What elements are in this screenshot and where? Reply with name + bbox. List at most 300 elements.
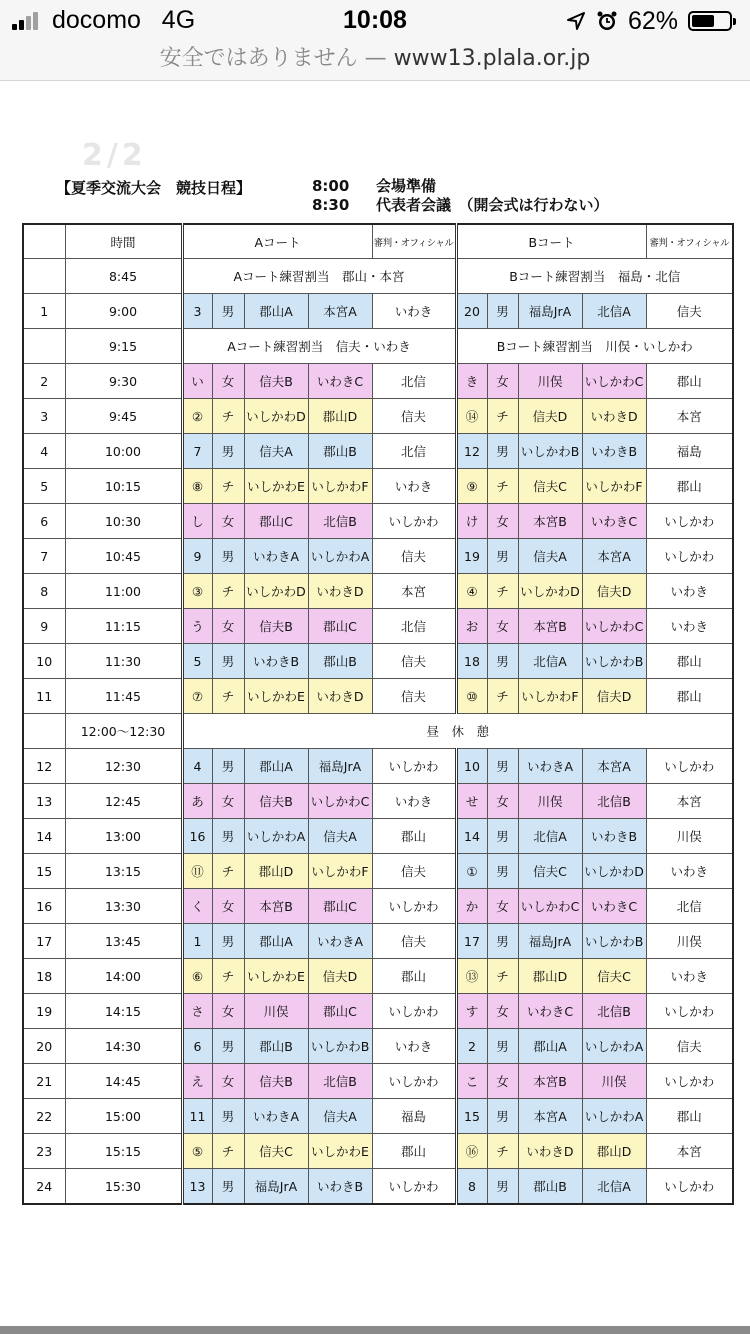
court-b-team-home: いしかわB [518,434,582,469]
court-b-official-team: 北信 [646,889,733,924]
court-b-team-home: 福島JrA [518,924,582,959]
court-b-gender-category: 男 [487,644,518,679]
court-b-team-home: 福島JrA [518,294,582,329]
court-b-team-home: いわきC [518,994,582,1029]
court-b-match-id: 8 [456,1169,487,1205]
court-a-official-team: 信夫 [372,644,456,679]
court-b-team-away: いしかわC [582,364,646,399]
court-a-team-home: いしかわE [244,679,308,714]
court-b-official-team: 川俣 [646,924,733,959]
court-a-team-away: いしかわA [308,539,372,574]
header-number [23,224,65,259]
court-b-team-away: 本宮A [582,539,646,574]
court-b-match-id: ⑨ [456,469,487,504]
court-a-match-id: 16 [182,819,212,854]
table-row [23,889,733,924]
table-row [23,1134,733,1169]
court-b-gender-category: 男 [487,1169,518,1205]
header-time: 時間 [65,224,182,259]
row-time: 13:00 [65,819,182,854]
court-a-match-id: い [182,364,212,399]
court-b-gender-category: 女 [487,784,518,819]
court-a-gender-category: 女 [212,504,244,539]
table-row [23,434,733,469]
alarm-clock-icon [596,10,618,32]
court-b-team-away: いわきD [582,399,646,434]
court-a-team-away: 郡山D [308,399,372,434]
court-b-match-id: 14 [456,819,487,854]
row-number: 2 [23,364,65,399]
court-b-official-team: いしかわ [646,539,733,574]
court-b-official-team: いわき [646,609,733,644]
court-a-match-id: ⑥ [182,959,212,994]
court-b-gender-category: チ [487,469,518,504]
court-b-gender-category: チ [487,679,518,714]
row-number: 10 [23,644,65,679]
court-a-official-team: 郡山 [372,959,456,994]
table-row [23,399,733,434]
court-a-team-home: 信夫A [244,434,308,469]
court-a-team-away: いしかわC [308,784,372,819]
court-b-team-away: いしかわA [582,1099,646,1134]
court-a-match-id: 7 [182,434,212,469]
court-a-official-team: 北信 [372,609,456,644]
row-time: 10:00 [65,434,182,469]
court-b-team-away: いしかわF [582,469,646,504]
court-a-official-team: 北信 [372,364,456,399]
court-a-practice: Aコート練習割当 信夫・いわき [182,329,456,364]
court-a-gender-category: 女 [212,609,244,644]
court-a-team-away: いわきD [308,574,372,609]
court-b-match-id: 2 [456,1029,487,1064]
court-a-team-home: 福島JrA [244,1169,308,1205]
court-b-match-id: か [456,889,487,924]
court-b-team-home: 本宮B [518,1064,582,1099]
court-b-team-home: 信夫C [518,854,582,889]
court-a-team-home: 郡山B [244,1029,308,1064]
court-b-team-home: 郡山B [518,1169,582,1205]
court-b-official-team: いしかわ [646,504,733,539]
court-b-match-id: ④ [456,574,487,609]
table-row [23,819,733,854]
lunch-break: 昼 休 憩 [182,714,733,749]
court-a-team-away: いしかわE [308,1134,372,1169]
table-row [23,294,733,329]
event-label: 代表者会議 （開会式は行わない） [376,196,609,214]
court-a-team-home: いしかわD [244,574,308,609]
court-b-team-away: いしかわC [582,609,646,644]
row-time: 12:45 [65,784,182,819]
court-b-team-home: 川俣 [518,784,582,819]
table-row [23,1064,733,1099]
court-a-team-away: いわきD [308,679,372,714]
court-b-gender-category: 女 [487,889,518,924]
court-a-team-away: いわきC [308,364,372,399]
court-a-team-home: 信夫C [244,1134,308,1169]
row-time: 11:00 [65,574,182,609]
court-a-team-home: いしかわE [244,469,308,504]
row-number: 20 [23,1029,65,1064]
court-b-gender-category: チ [487,959,518,994]
court-a-gender-category: 男 [212,644,244,679]
row-time: 12:30 [65,749,182,784]
court-b-team-away: いわきC [582,889,646,924]
court-b-team-away: 北信B [582,994,646,1029]
court-b-team-home: 郡山A [518,1029,582,1064]
court-b-gender-category: 男 [487,1029,518,1064]
row-number: 22 [23,1099,65,1134]
court-b-team-home: 信夫C [518,469,582,504]
court-a-match-id: ② [182,399,212,434]
court-a-match-id: ⑧ [182,469,212,504]
court-b-match-id: ① [456,854,487,889]
court-a-team-away: 郡山C [308,609,372,644]
court-b-gender-category: 男 [487,749,518,784]
court-a-gender-category: 男 [212,434,244,469]
schedule-title: 【夏季交流大会 競技日程】 [56,179,252,197]
court-a-team-home: 郡山D [244,854,308,889]
court-b-team-away: 信夫D [582,574,646,609]
court-b-match-id: ⑯ [456,1134,487,1169]
court-a-official-team: いわき [372,469,456,504]
court-a-team-away: いしかわF [308,469,372,504]
row-time: 9:15 [65,329,182,364]
court-b-official-team: 福島 [646,434,733,469]
court-a-match-id: ③ [182,574,212,609]
court-b-team-home: いわきD [518,1134,582,1169]
court-b-team-away: いしかわB [582,924,646,959]
row-time: 9:30 [65,364,182,399]
court-a-gender-category: 女 [212,364,244,399]
court-b-match-id: き [456,364,487,399]
court-b-match-id: こ [456,1064,487,1099]
court-b-gender-category: 男 [487,854,518,889]
court-a-team-home: いしかわE [244,959,308,994]
event-time: 8:00 [312,177,350,195]
row-time: 11:30 [65,644,182,679]
row-number: 3 [23,399,65,434]
row-number: 1 [23,294,65,329]
court-b-match-id: す [456,994,487,1029]
court-b-team-home: いわきA [518,749,582,784]
row-time: 14:30 [65,1029,182,1064]
court-b-team-home: 本宮B [518,609,582,644]
court-b-match-id: 12 [456,434,487,469]
row-time: 8:45 [65,259,182,294]
row-number: 11 [23,679,65,714]
row-time: 14:00 [65,959,182,994]
court-a-gender-category: 男 [212,749,244,784]
row-number: 6 [23,504,65,539]
court-a-match-id: え [182,1064,212,1099]
court-b-gender-category: 男 [487,924,518,959]
row-number: 12 [23,749,65,784]
event-times [312,177,349,215]
court-b-team-home: 信夫A [518,539,582,574]
court-b-team-away: 北信A [582,1169,646,1205]
court-b-team-away: いしかわB [582,644,646,679]
row-time: 13:30 [65,889,182,924]
row-number: 8 [23,574,65,609]
row-number: 4 [23,434,65,469]
event-label: 会場準備 [376,177,437,195]
court-a-gender-category: 男 [212,294,244,329]
court-a-team-home: 郡山C [244,504,308,539]
court-b-team-away: 北信A [582,294,646,329]
court-a-team-home: 本宮B [244,889,308,924]
address-bar[interactable] [0,41,750,72]
court-a-official-team: いしかわ [372,994,456,1029]
court-b-team-away: いしかわA [582,1029,646,1064]
court-b-team-home: 本宮A [518,1099,582,1134]
court-b-official-team: いしかわ [646,994,733,1029]
row-time: 14:15 [65,994,182,1029]
court-a-gender-category: チ [212,574,244,609]
table-row [23,609,733,644]
court-b-official-team: 郡山 [646,1099,733,1134]
table-header-row [23,224,733,259]
court-a-team-away: 福島JrA [308,749,372,784]
court-b-match-id: ⑬ [456,959,487,994]
event-time: 8:30 [312,196,350,214]
court-a-official-team: いしかわ [372,889,456,924]
court-b-official-team: 川俣 [646,819,733,854]
row-number: 7 [23,539,65,574]
court-a-gender-category: 女 [212,889,244,924]
court-b-match-id: ⑩ [456,679,487,714]
court-b-team-away: いわきB [582,819,646,854]
court-b-team-away: 川俣 [582,1064,646,1099]
court-a-official-team: 信夫 [372,924,456,959]
court-a-team-away: 信夫A [308,1099,372,1134]
row-time: 10:15 [65,469,182,504]
table-row [23,924,733,959]
court-a-gender-category: 男 [212,924,244,959]
table-row [23,644,733,679]
court-a-team-home: いしかわA [244,819,308,854]
court-a-gender-category: 女 [212,994,244,1029]
court-a-team-away: いしかわB [308,1029,372,1064]
court-a-match-id: く [182,889,212,924]
court-b-official-team: 郡山 [646,364,733,399]
table-row [23,749,733,784]
battery-icon [688,11,732,31]
court-b-team-home: いしかわC [518,889,582,924]
table-row [23,259,733,294]
row-time: 9:00 [65,294,182,329]
court-a-team-away: いわきA [308,924,372,959]
court-a-team-away: 郡山B [308,434,372,469]
court-b-official-team: いわき [646,959,733,994]
court-a-team-away: 信夫D [308,959,372,994]
row-time: 9:45 [65,399,182,434]
court-b-gender-category: 女 [487,504,518,539]
court-b-team-home: 信夫D [518,399,582,434]
court-b-official-team: 本宮 [646,784,733,819]
court-a-gender-category: 女 [212,1064,244,1099]
court-b-gender-category: チ [487,574,518,609]
table-row [23,504,733,539]
court-a-gender-category: 男 [212,1169,244,1205]
court-b-team-home: 北信A [518,819,582,854]
court-a-match-id: 4 [182,749,212,784]
row-time: 15:30 [65,1169,182,1205]
court-a-match-id: 13 [182,1169,212,1205]
court-b-team-away: 信夫D [582,679,646,714]
court-a-gender-category: チ [212,959,244,994]
court-a-match-id: 6 [182,1029,212,1064]
court-a-team-home: 川俣 [244,994,308,1029]
court-b-practice: Bコート練習割当 川俣・いしかわ [456,329,733,364]
table-row [23,959,733,994]
court-a-team-home: 信夫B [244,609,308,644]
court-a-team-home: いしかわD [244,399,308,434]
court-a-team-away: 信夫A [308,819,372,854]
table-row [23,574,733,609]
court-b-team-home: いしかわF [518,679,582,714]
page-number-watermark: 2/2 [82,138,147,173]
court-a-team-home: 郡山A [244,924,308,959]
court-b-official-team: 信夫 [646,294,733,329]
row-number [23,714,65,749]
table-row [23,854,733,889]
court-a-official-team: いしかわ [372,1064,456,1099]
court-a-official-team: 信夫 [372,854,456,889]
court-b-gender-category: 男 [487,294,518,329]
url-domain: www13.plala.or.jp [393,46,591,71]
row-number: 17 [23,924,65,959]
court-a-team-home: 郡山A [244,294,308,329]
court-b-gender-category: 女 [487,994,518,1029]
row-time: 10:45 [65,539,182,574]
court-a-official-team: 信夫 [372,679,456,714]
court-a-official-team: 北信 [372,434,456,469]
court-b-team-away: いわきC [582,504,646,539]
row-number [23,259,65,294]
row-number: 18 [23,959,65,994]
court-a-team-away: 北信B [308,504,372,539]
court-a-official-team: 福島 [372,1099,456,1134]
court-a-gender-category: チ [212,469,244,504]
court-b-match-id: 20 [456,294,487,329]
row-time: 11:45 [65,679,182,714]
table-row [23,364,733,399]
court-b-match-id: ⑭ [456,399,487,434]
court-a-match-id: ⑪ [182,854,212,889]
table-row [23,714,733,749]
court-b-team-away: 郡山D [582,1134,646,1169]
court-a-gender-category: 女 [212,784,244,819]
table-row [23,1099,733,1134]
row-time: 15:00 [65,1099,182,1134]
court-a-official-team: 信夫 [372,539,456,574]
court-a-team-home: いわきA [244,1099,308,1134]
row-time: 11:15 [65,609,182,644]
court-a-team-away: 本宮A [308,294,372,329]
court-a-team-away: 郡山B [308,644,372,679]
court-a-official-team: 本宮 [372,574,456,609]
court-a-team-away: 北信B [308,1064,372,1099]
row-number: 14 [23,819,65,854]
court-b-gender-category: 女 [487,1064,518,1099]
carrier-label: docomo 4G [52,6,196,34]
row-number: 5 [23,469,65,504]
court-b-gender-category: 男 [487,434,518,469]
court-b-official-team: いしかわ [646,1169,733,1205]
court-a-match-id: 3 [182,294,212,329]
court-a-gender-category: チ [212,399,244,434]
court-b-official-team: いわき [646,574,733,609]
court-b-official-team: いしかわ [646,749,733,784]
row-time: 13:15 [65,854,182,889]
court-a-official-team: いしかわ [372,504,456,539]
court-b-official-team: いわき [646,854,733,889]
row-number: 16 [23,889,65,924]
row-time: 13:45 [65,924,182,959]
court-a-team-away: いわきB [308,1169,372,1205]
court-a-official-team: 信夫 [372,399,456,434]
court-b-match-id: け [456,504,487,539]
court-b-team-away: 信夫C [582,959,646,994]
court-b-team-home: いしかわD [518,574,582,609]
court-a-match-id: あ [182,784,212,819]
row-number: 13 [23,784,65,819]
court-b-team-away: 本宮A [582,749,646,784]
court-b-gender-category: 男 [487,1099,518,1134]
court-a-match-id: 9 [182,539,212,574]
scroll-bottom-bar [0,1326,750,1334]
table-row [23,1029,733,1064]
court-b-team-away: いしかわD [582,854,646,889]
court-b-gender-category: チ [487,1134,518,1169]
court-a-team-home: いわきB [244,644,308,679]
court-b-team-home: 川俣 [518,364,582,399]
header-court-b: Bコート [456,224,646,259]
court-a-team-home: 信夫B [244,784,308,819]
status-bar [0,0,750,81]
row-number: 15 [23,854,65,889]
table-row [23,329,733,364]
court-b-team-home: 北信A [518,644,582,679]
battery-percent: 62% [627,6,678,35]
court-a-gender-category: 男 [212,1029,244,1064]
court-a-team-away: 郡山C [308,994,372,1029]
court-b-team-away: 北信B [582,784,646,819]
court-a-match-id: 11 [182,1099,212,1134]
court-b-match-id: せ [456,784,487,819]
court-b-gender-category: 男 [487,819,518,854]
court-b-official-team: 本宮 [646,1134,733,1169]
header-court-a: Aコート [182,224,372,259]
court-a-official-team: いわき [372,294,456,329]
court-b-match-id: お [456,609,487,644]
clock: 10:08 [343,6,407,34]
row-time: 12:00～12:30 [65,714,182,749]
court-b-official-team: 郡山 [646,644,733,679]
court-a-official-team: いわき [372,1029,456,1064]
court-b-official-team: 郡山 [646,469,733,504]
court-b-official-team: いしかわ [646,1064,733,1099]
court-b-practice: Bコート練習割当 福島・北信 [456,259,733,294]
court-b-match-id: 10 [456,749,487,784]
court-b-gender-category: 男 [487,539,518,574]
court-a-gender-category: 男 [212,539,244,574]
row-number: 21 [23,1064,65,1099]
table-row [23,469,733,504]
schedule-table [22,223,734,1205]
court-a-team-away: いしかわF [308,854,372,889]
court-a-official-team: 郡山 [372,819,456,854]
